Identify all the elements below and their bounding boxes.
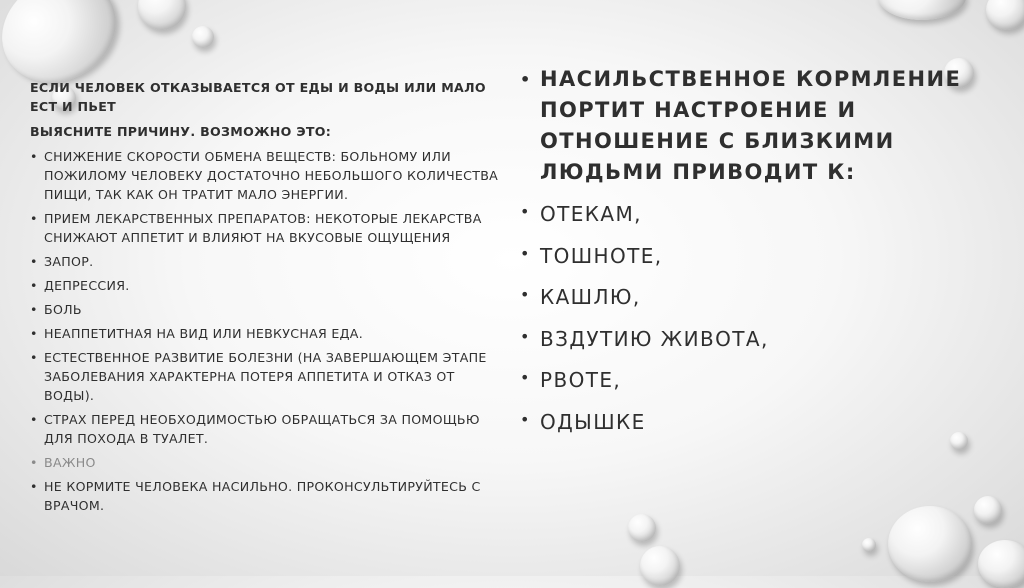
consequences-list: [520, 200, 970, 436]
list-item: • РВОТЕ,: [520, 366, 970, 394]
water-drop: [974, 496, 1002, 524]
left-subheading: ВЫЯСНИТЕ ПРИЧИНУ. ВОЗМОЖНО ЭТО:: [30, 124, 332, 139]
water-drop: [640, 546, 680, 586]
right-content-column: [520, 64, 970, 449]
water-drop: [878, 0, 966, 20]
list-item: • ЕСТЕСТВЕННОЕ РАЗВИТИЕ БОЛЕЗНИ (НА ЗАВЕРШАЮЩЕМ ЭТАПЕ ЗАБОЛЕВАНИЯ ХАРАКТЕРНА ПОТЕРЯ АППЕТИТА И ОТКАЗ ОТ ВОДЫ).: [30, 348, 500, 405]
list-item: • НЕАППЕТИТНАЯ НА ВИД ИЛИ НЕВКУСНАЯ ЕДА.: [30, 324, 500, 343]
water-drop: [138, 0, 186, 30]
list-item: • КАШЛЮ,: [520, 283, 970, 311]
list-item: • ВЗДУТИЮ ЖИВОТА,: [520, 325, 970, 353]
list-item: • СНИЖЕНИЕ СКОРОСТИ ОБМЕНА ВЕЩЕСТВ: БОЛЬНОМУ ИЛИ ПОЖИЛОМУ ЧЕЛОВЕКУ ДОСТАТОЧНО НЕБОЛЬШОГО КОЛИЧЕСТВА ПИЩИ, ТАК КАК ОН ТРАТИТ МАЛО ЭНЕРГИИ.: [30, 147, 500, 204]
important-label: • ВАЖНО: [30, 453, 500, 472]
left-heading: ЕСЛИ ЧЕЛОВЕК ОТКАЗЫВАЕТСЯ ОТ ЕДЫ И ВОДЫ ИЛИ МАЛО ЕСТ И ПЬЕТ: [30, 80, 486, 114]
left-content-column: [30, 78, 500, 520]
list-item: • ТОШНОТЕ,: [520, 242, 970, 270]
list-item: • БОЛЬ: [30, 300, 500, 319]
causes-list: [30, 147, 500, 515]
water-drop: [978, 540, 1024, 588]
water-drop: [862, 538, 876, 552]
water-drop: [888, 506, 972, 582]
list-item: • ОДЫШКЕ: [520, 408, 970, 436]
water-drop: [628, 514, 656, 542]
list-item: • ПРИЕМ ЛЕКАРСТВЕННЫХ ПРЕПАРАТОВ: НЕКОТОРЫЕ ЛЕКАРСТВА СНИЖАЮТ АППЕТИТ И ВЛИЯЮТ НА ВКУСОВЫЕ ОЩУЩЕНИЯ: [30, 209, 500, 247]
right-heading: • НАСИЛЬСТВЕННОЕ КОРМЛЕНИЕ ПОРТИТ НАСТРОЕНИЕ И ОТНОШЕНИЕ С БЛИЗКИМИ ЛЮДЬМИ ПРИВОДИТ К:: [520, 64, 970, 188]
list-item: • ОТЕКАМ,: [520, 200, 970, 228]
list-item: • СТРАХ ПЕРЕД НЕОБХОДИМОСТЬЮ ОБРАЩАТЬСЯ ЗА ПОМОЩЬЮ ДЛЯ ПОХОДА В ТУАЛЕТ.: [30, 410, 500, 448]
important-text: • НЕ КОРМИТЕ ЧЕЛОВЕКА НАСИЛЬНО. ПРОКОНСУЛЬТИРУЙТЕСЬ С ВРАЧОМ.: [30, 477, 500, 515]
list-item: • ДЕПРЕССИЯ.: [30, 276, 500, 295]
water-drop: [986, 0, 1024, 30]
water-drop: [192, 26, 214, 48]
list-item: • ЗАПОР.: [30, 252, 500, 271]
